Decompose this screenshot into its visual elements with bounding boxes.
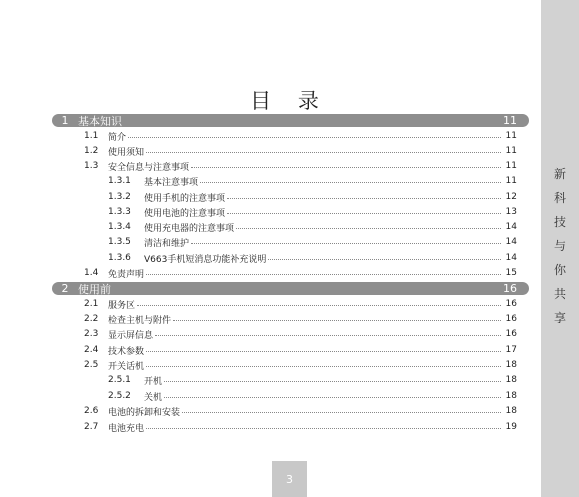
toc-chapter[interactable] <box>52 282 529 295</box>
toc-entry[interactable] <box>84 145 517 157</box>
toc-entry[interactable] <box>84 421 517 433</box>
entry-title: 使用须知 <box>108 147 145 158</box>
toc-entry[interactable] <box>108 236 517 248</box>
sidebar-char: 你 <box>553 263 566 277</box>
entry-page: 13 <box>505 207 517 217</box>
dot-leader <box>173 313 501 321</box>
entry-title: V663手机短消息功能补充说明 <box>144 254 267 265</box>
entry-number: 2.4 <box>84 345 99 355</box>
toc-entry[interactable] <box>108 191 517 203</box>
dot-leader <box>137 298 501 306</box>
dot-leader <box>164 390 501 398</box>
chapter-number: 2 <box>61 282 69 295</box>
entry-page: 16 <box>505 314 517 324</box>
entry-number: 1.3.2 <box>108 192 131 202</box>
dot-leader <box>182 405 501 413</box>
sidebar-char: 科 <box>553 191 566 205</box>
toc-entry[interactable] <box>108 252 517 264</box>
entry-title: 清洁和维护 <box>144 238 190 249</box>
entry-title: 安全信息与注意事项 <box>108 162 190 173</box>
toc-entry[interactable] <box>108 221 517 233</box>
entry-title: 开关话机 <box>108 361 145 372</box>
chapter-title: 使用前 <box>78 282 111 296</box>
toc-entry[interactable] <box>84 405 517 417</box>
sidebar-char: 与 <box>553 239 566 253</box>
entry-number: 1.3.4 <box>108 222 131 232</box>
sidebar-char: 享 <box>553 311 566 325</box>
dot-leader <box>128 130 501 138</box>
toc-entry[interactable] <box>84 328 517 340</box>
dot-leader <box>236 221 501 229</box>
entry-title: 电池充电 <box>108 423 145 434</box>
toc-entry[interactable] <box>108 206 517 218</box>
entry-number: 1.2 <box>84 146 99 156</box>
entry-page: 12 <box>505 192 517 202</box>
entry-number: 2.2 <box>84 314 99 324</box>
toc-entry[interactable] <box>84 359 517 371</box>
dot-leader <box>200 175 501 183</box>
entry-number: 2.3 <box>84 329 99 339</box>
entry-page: 18 <box>505 406 517 416</box>
entry-number: 2.6 <box>84 406 99 416</box>
entry-page: 18 <box>505 360 517 370</box>
entry-page: 15 <box>505 268 517 278</box>
dot-leader <box>191 160 501 168</box>
dot-leader <box>146 267 501 275</box>
dot-leader <box>146 344 501 352</box>
toc-chapter[interactable] <box>52 114 529 127</box>
entry-page: 18 <box>505 391 517 401</box>
chapter-page: 11 <box>503 114 517 127</box>
sidebar <box>541 0 579 497</box>
chapter-title: 基本知识 <box>78 114 122 128</box>
entry-page: 14 <box>505 253 517 263</box>
entry-title: 使用充电器的注意事项 <box>144 223 235 234</box>
toc-entry[interactable] <box>84 344 517 356</box>
entry-number: 1.1 <box>84 131 99 141</box>
entry-title: 简介 <box>108 132 127 143</box>
chapter-number: 1 <box>61 114 69 127</box>
dot-leader <box>146 359 501 367</box>
entry-number: 1.3.1 <box>108 176 131 186</box>
entry-number: 2.5.2 <box>108 391 131 401</box>
entry-page: 11 <box>505 176 517 186</box>
toc-entry[interactable] <box>84 160 517 172</box>
dot-leader <box>155 328 501 336</box>
entry-number: 1.3 <box>84 161 99 171</box>
entry-title: 服务区 <box>108 300 136 311</box>
entry-page: 14 <box>505 237 517 247</box>
entry-page: 16 <box>505 329 517 339</box>
entry-number: 2.7 <box>84 422 99 432</box>
dot-leader <box>146 145 501 153</box>
entry-number: 1.4 <box>84 268 99 278</box>
dot-leader <box>268 252 501 260</box>
toc-entry[interactable] <box>108 390 517 402</box>
entry-number: 2.1 <box>84 299 99 309</box>
toc-entry[interactable] <box>84 298 517 310</box>
dot-leader <box>146 421 501 429</box>
page-title: 目 录 <box>250 89 329 113</box>
dot-leader <box>227 206 501 214</box>
entry-title: 技术参数 <box>108 346 145 357</box>
entry-page: 17 <box>505 345 517 355</box>
entry-title: 使用电池的注意事项 <box>144 208 226 219</box>
entry-page: 14 <box>505 222 517 232</box>
entry-number: 2.5.1 <box>108 375 131 385</box>
toc-entry[interactable] <box>84 130 517 142</box>
entry-number: 2.5 <box>84 360 99 370</box>
entry-title: 开机 <box>144 376 163 387</box>
entry-number: 1.3.6 <box>108 253 131 263</box>
entry-page: 18 <box>505 375 517 385</box>
sidebar-char: 新 <box>553 167 566 181</box>
chapter-page: 16 <box>503 282 517 295</box>
entry-page: 16 <box>505 299 517 309</box>
entry-title: 检查主机与附件 <box>108 315 172 326</box>
sidebar-char: 共 <box>553 287 566 301</box>
entry-number: 1.3.5 <box>108 237 131 247</box>
entry-title: 使用手机的注意事项 <box>144 193 226 204</box>
entry-page: 11 <box>505 146 517 156</box>
toc-entry[interactable] <box>108 175 517 187</box>
dot-leader <box>191 236 501 244</box>
dot-leader <box>164 374 501 382</box>
entry-title: 关机 <box>144 392 163 403</box>
entry-title: 电池的拆卸和安装 <box>108 407 181 418</box>
entry-page: 11 <box>505 161 517 171</box>
toc-entry[interactable] <box>84 267 517 279</box>
dot-leader <box>227 191 501 199</box>
toc-entry[interactable] <box>108 374 517 386</box>
entry-page: 11 <box>505 131 517 141</box>
entry-title: 显示屏信息 <box>108 330 154 341</box>
toc-entry[interactable] <box>84 313 517 325</box>
entry-page: 19 <box>505 422 517 432</box>
page-number: 3 <box>272 461 307 497</box>
sidebar-char: 技 <box>553 215 566 229</box>
sidebar-slogan <box>541 162 579 330</box>
entry-number: 1.3.3 <box>108 207 131 217</box>
entry-title: 基本注意事项 <box>144 177 199 188</box>
entry-title: 免责声明 <box>108 269 145 280</box>
